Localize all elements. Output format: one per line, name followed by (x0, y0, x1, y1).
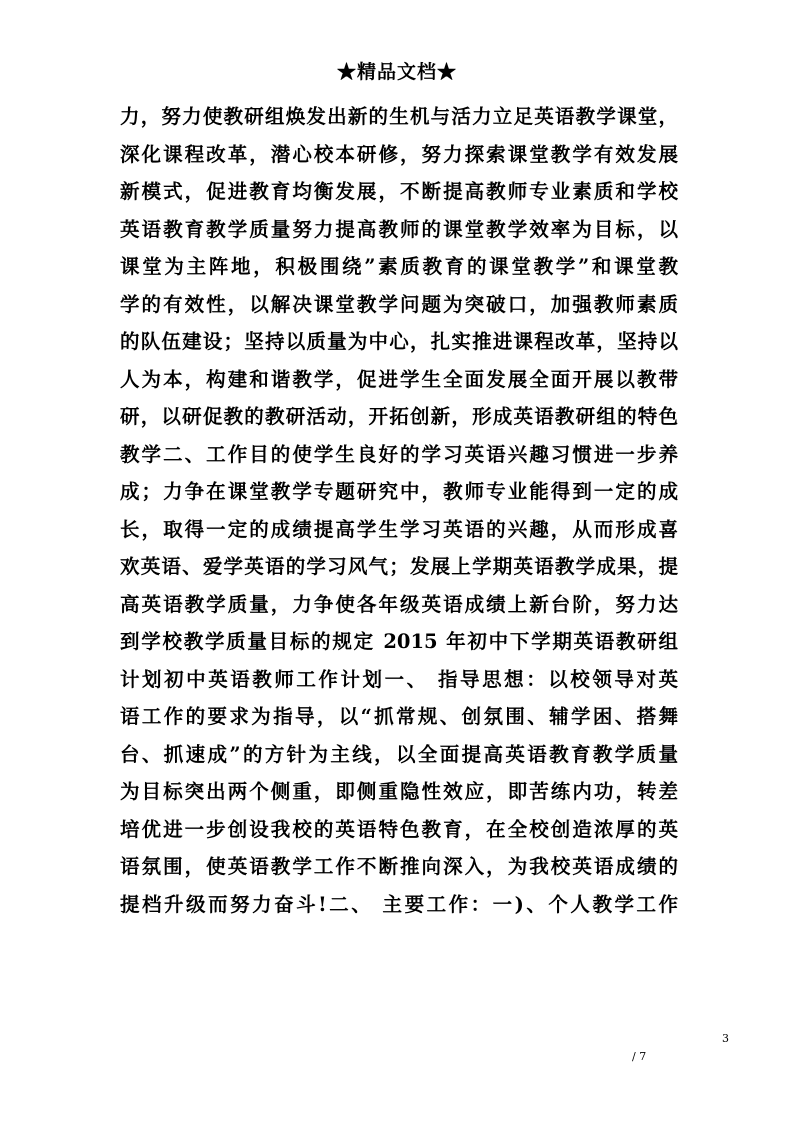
body-line: 欢英语、爱学英语的学习风气；发展上学期英语教学成果，提 (120, 555, 678, 578)
body-line: 到学校教学质量目标的规定 2015 年初中下学期英语教研组 (120, 630, 678, 653)
body-line: 教学二、工作目的使学生良好的学习英语兴趣习惯进一步养 (120, 442, 678, 466)
page-number: 3 (722, 1032, 729, 1045)
body-line: 长，取得一定的成绩提高学生学习英语的兴趣，从而形成喜 (120, 517, 678, 541)
document-header-title: ★精品文档★ (336, 61, 457, 83)
document-body-text (120, 98, 678, 923)
body-line: 语氛围，使英语教学工作不断推向深入，为我校英语成绩的 (120, 855, 678, 878)
body-line: 深化课程改革，潜心校本研修，努力探索课堂教学有效发展 (120, 142, 678, 166)
body-line: 成；力争在课堂教学专题研究中，教师专业能得到一定的成 (120, 480, 678, 503)
body-line: 力，努力使教研组焕发出新的生机与活力立足英语教学课堂， (120, 105, 678, 128)
page-total: / 7 (632, 1050, 647, 1063)
body-line: 新模式，促进教育均衡发展，不断提高教师专业素质和学校 (120, 180, 678, 203)
body-line: 高英语教学质量，力争使各年级英语成绩上新台阶，努力达 (120, 592, 678, 616)
body-line: 计划初中英语教师工作计划一、 指导思想：以校领导对英 (120, 667, 678, 691)
body-line: 语工作的要求为指导，以“抓常规、创氛围、辅学困、搭舞 (120, 705, 678, 728)
body-line: 课堂为主阵地，积极围绕”素质教育的课堂教学”和课堂教 (120, 255, 678, 278)
body-line: 台、抓速成”的方针为主线，以全面提高英语教育教学质量 (120, 742, 678, 766)
body-line: 培优进一步创设我校的英语特色教育，在全校创造浓厚的英 (120, 817, 678, 841)
body-line: 提档升级而努力奋斗!二、 主要工作：一)、个人教学工作 (120, 892, 678, 916)
body-line: 学的有效性，以解决课堂教学问题为突破口，加强教师素质 (120, 292, 678, 316)
body-line: 的队伍建设；坚持以质量为中心，扎实推进课程改革，坚持以 (120, 330, 678, 353)
body-line: 人为本，构建和谐教学，促进学生全面发展全面开展以教带 (120, 367, 678, 391)
body-line: 研，以研促教的教研活动，开拓创新，形成英语教研组的特色 (120, 405, 678, 428)
body-line: 为目标突出两个侧重，即侧重隐性效应，即苦练内功，转差 (120, 780, 678, 803)
body-line: 英语教育教学质量努力提高教师的课堂教学效率为目标，以 (120, 217, 678, 241)
